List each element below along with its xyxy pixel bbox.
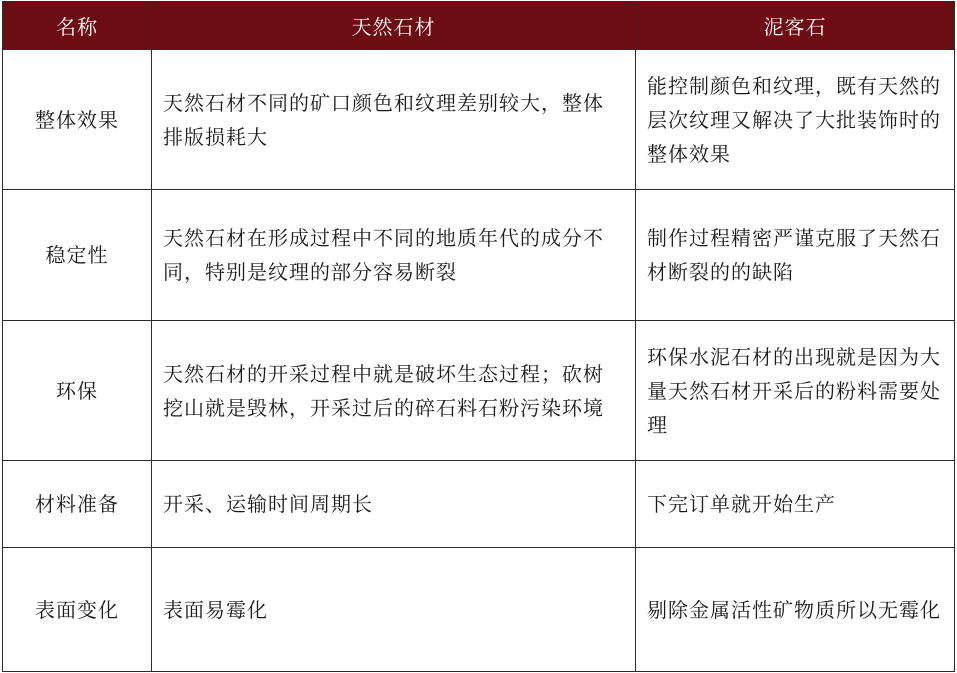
nikeshi-cell: 制作过程精密严谨克服了天然石材断裂的的缺陷: [636, 190, 955, 321]
table-row: [3, 190, 955, 321]
header-row: [3, 2, 955, 50]
nikeshi-cell: 剔除金属活性矿物质所以无霉化: [636, 548, 955, 672]
header-natural-stone: 天然石材: [152, 2, 636, 50]
row-name-cell: 整体效果: [3, 50, 152, 190]
table-body: [3, 50, 955, 672]
row-name-cell: 表面变化: [3, 548, 152, 672]
nikeshi-cell: 能控制颜色和纹理，既有天然的层次纹理又解决了大批装饰时的整体效果: [636, 50, 955, 190]
table-row: [3, 548, 955, 672]
table-header: [3, 2, 955, 50]
row-name-cell: 材料准备: [3, 461, 152, 548]
natural-stone-cell: 天然石材的开采过程中就是破坏生态过程；砍树挖山就是毁林，开采过后的碎石料石粉污染环境: [152, 321, 636, 461]
comparison-table-container: [2, 1, 955, 672]
natural-stone-cell: 天然石材在形成过程中不同的地质年代的成分不同，特别是纹理的部分容易断裂: [152, 190, 636, 321]
nikeshi-cell: 环保水泥石材的出现就是因为大量天然石材开采后的粉料需要处理: [636, 321, 955, 461]
header-nikeshi: 泥客石: [636, 2, 955, 50]
natural-stone-cell: 表面易霉化: [152, 548, 636, 672]
table-row: [3, 50, 955, 190]
header-name: 名称: [3, 2, 152, 50]
table-row: [3, 461, 955, 548]
table-row: [3, 321, 955, 461]
natural-stone-cell: 开采、运输时间周期长: [152, 461, 636, 548]
row-name-cell: 环保: [3, 321, 152, 461]
comparison-table: [2, 1, 955, 672]
natural-stone-cell: 天然石材不同的矿口颜色和纹理差别较大，整体排版损耗大: [152, 50, 636, 190]
nikeshi-cell: 下完订单就开始生产: [636, 461, 955, 548]
row-name-cell: 稳定性: [3, 190, 152, 321]
